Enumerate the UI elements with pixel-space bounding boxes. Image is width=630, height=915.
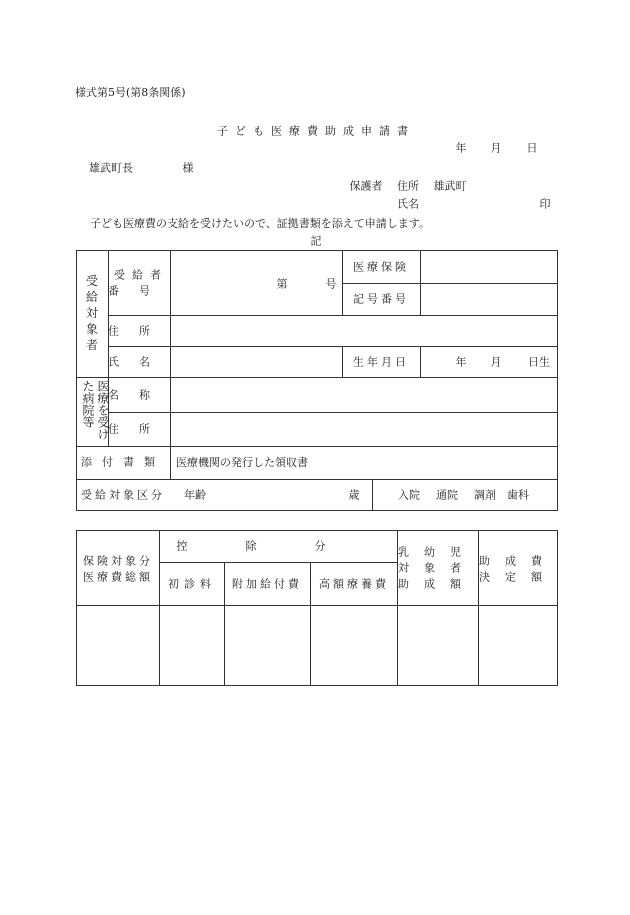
birth-month: 月: [490, 355, 502, 369]
infant-label-3: 助成額: [398, 577, 476, 591]
form-title: 子ども医療費助成申請書: [217, 124, 415, 138]
infant-label-2: 対象者: [398, 561, 476, 575]
attachment-value: 医療機関の発行した領収書: [176, 456, 308, 469]
total-label-2: 医療費総額: [83, 570, 153, 584]
guardian-label: 保護者: [349, 179, 383, 193]
category-label: 受給対象区分: [81, 488, 165, 502]
birthdate-label: 生年月日: [353, 355, 409, 369]
hospital-section-label: 医療を受けた病院等: [81, 380, 110, 440]
infant-label-1: 乳幼児: [398, 545, 476, 559]
guardian-address-label: 住所: [397, 179, 419, 193]
subsidy-label-2: 決定額: [479, 570, 557, 584]
hospital-name-label: 名称: [108, 388, 170, 402]
guardian-address-value: 雄武町: [433, 179, 467, 193]
age-label: 年齢: [184, 488, 206, 502]
recipient-section-label: 受給対象者: [85, 274, 98, 352]
go-label: 号: [325, 277, 337, 291]
category-option-dental: 歯科: [507, 488, 529, 502]
guardian-name-label: 氏名: [397, 197, 419, 211]
date-month: 月: [490, 141, 502, 155]
birth-day: 日生: [528, 355, 550, 369]
recipient-number-label-1: 受給者: [114, 268, 168, 282]
dai-label: 第: [276, 277, 288, 291]
col-additional-benefit: 附加給付費: [232, 577, 302, 591]
subsidy-label-1: 助成費: [479, 554, 557, 568]
date-day: 日: [526, 141, 538, 155]
col-first-visit: 初診料: [168, 577, 216, 591]
age-unit: 歳: [348, 488, 360, 502]
category-option-outpatient: 通院: [436, 488, 458, 502]
recipient-name-label: 氏名: [108, 355, 170, 369]
date-year: 年: [455, 141, 467, 155]
category-option-dispensing: 調剤: [474, 488, 496, 502]
insurance-label: 医療保険: [353, 260, 409, 274]
attachment-label: 添付書類: [81, 455, 165, 469]
addressee-name: 雄武町長: [89, 161, 133, 175]
col-high-cost: 高額療養費: [319, 577, 389, 591]
total-label-1: 保険対象分: [83, 554, 153, 568]
category-option-inpatient: 入院: [398, 488, 420, 502]
seal-mark: 印: [539, 197, 551, 211]
birth-year: 年: [455, 355, 467, 369]
recipient-number-label-2: 番号: [108, 284, 170, 298]
medical-expense-table: [76, 530, 558, 686]
deduction-header: 控除分: [176, 539, 384, 553]
addressee-honorific: 様: [182, 161, 194, 175]
form-number: 様式第5号(第8条関係): [75, 86, 186, 99]
hospital-address-label: 住所: [108, 422, 170, 436]
symbol-number-label: 記号番号: [353, 292, 409, 306]
ki-label: 記: [310, 234, 322, 248]
recipient-address-label: 住所: [108, 324, 170, 338]
application-statement: 子ども医療費の支給を受けたいので、証拠書類を添えて申請します。: [90, 217, 430, 230]
